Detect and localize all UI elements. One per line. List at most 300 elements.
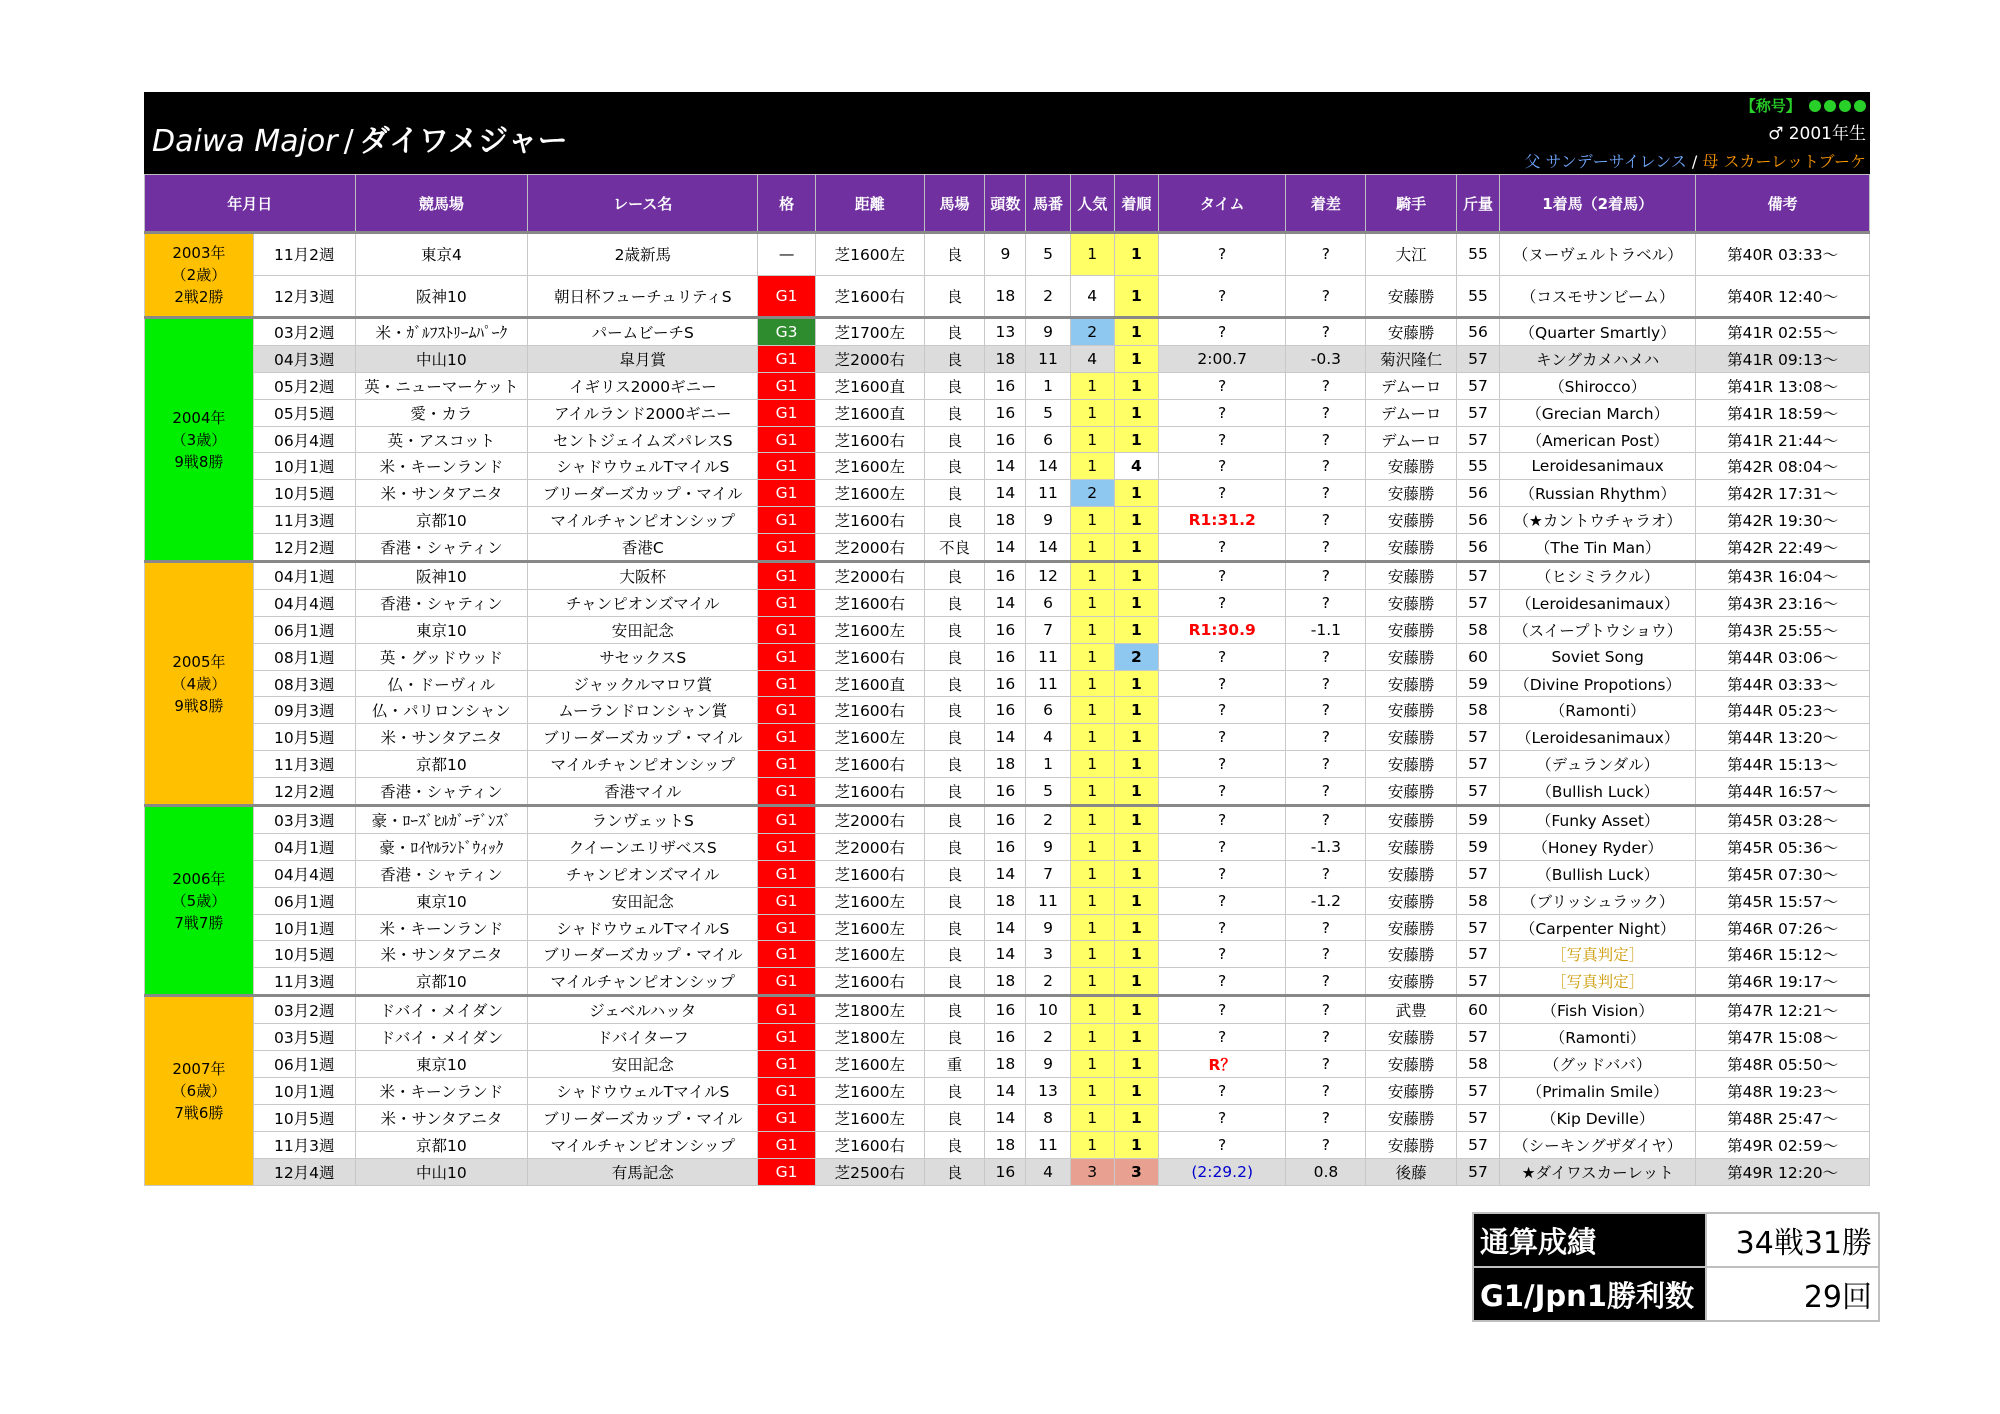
race-grade: G1 xyxy=(758,372,816,399)
year-group-cell xyxy=(145,996,254,1185)
table-row xyxy=(145,860,1870,887)
race-note: 第46R 07:26～ xyxy=(1696,914,1870,941)
race-time: ? xyxy=(1158,724,1285,751)
popularity: 1 xyxy=(1070,562,1114,590)
margin: ? xyxy=(1286,534,1366,562)
distance: 芝2000右 xyxy=(815,534,924,562)
column-header: 格 xyxy=(758,175,816,233)
field-size: 16 xyxy=(985,643,1026,670)
weight-carried: 55 xyxy=(1456,233,1499,276)
weight-carried: 59 xyxy=(1456,833,1499,860)
year-group-label: 2005年 xyxy=(172,652,226,671)
winner-runner-up: （Primalin Smile） xyxy=(1500,1077,1696,1104)
track-condition: 良 xyxy=(924,318,985,346)
table-row xyxy=(145,806,1870,834)
field-size: 14 xyxy=(985,941,1026,968)
popularity: 1 xyxy=(1070,589,1114,616)
pedigree-separator: / xyxy=(1691,152,1698,171)
field-size: 18 xyxy=(985,1051,1026,1078)
weight-carried: 57 xyxy=(1456,1131,1499,1158)
winner-runner-up: （Kip Deville） xyxy=(1500,1104,1696,1131)
race-name: クイーンエリザベスS xyxy=(528,833,758,860)
weight-carried: 57 xyxy=(1456,968,1499,996)
race-date: 12月4週 xyxy=(253,1158,355,1185)
race-note: 第42R 17:31～ xyxy=(1696,480,1870,507)
table-row xyxy=(145,233,1870,276)
field-size: 16 xyxy=(985,1024,1026,1051)
year-group-label: 2003年 xyxy=(172,244,226,262)
race-time: R1:31.2 xyxy=(1158,507,1285,534)
jockey: デムーロ xyxy=(1366,426,1456,453)
race-grade: G1 xyxy=(758,345,816,372)
margin: ? xyxy=(1286,318,1366,346)
race-grade: G1 xyxy=(758,589,816,616)
popularity: 1 xyxy=(1070,534,1114,562)
title-label: 【称号】 xyxy=(1740,97,1801,115)
table-row xyxy=(145,399,1870,426)
winner-runner-up: Leroidesanimaux xyxy=(1500,453,1696,480)
race-time: ? xyxy=(1158,751,1285,778)
race-note: 第44R 03:06～ xyxy=(1696,643,1870,670)
horse-name-en: Daiwa Major xyxy=(152,124,338,159)
field-size: 16 xyxy=(985,778,1026,806)
race-grade: G1 xyxy=(758,453,816,480)
distance: 芝1600右 xyxy=(815,507,924,534)
race-time: R？ xyxy=(1158,1051,1285,1078)
field-size: 14 xyxy=(985,914,1026,941)
margin: ? xyxy=(1286,697,1366,724)
year-group-label: （3歳） xyxy=(171,430,227,449)
distance: 芝1600右 xyxy=(815,426,924,453)
jockey: デムーロ xyxy=(1366,372,1456,399)
race-grade: G1 xyxy=(758,887,816,914)
popularity: 1 xyxy=(1070,1051,1114,1078)
track-condition: 良 xyxy=(924,1158,985,1185)
race-date: 11月3週 xyxy=(253,507,355,534)
distance: 芝1700左 xyxy=(815,318,924,346)
race-time: ? xyxy=(1158,833,1285,860)
finish-position: 1 xyxy=(1114,724,1158,751)
track-condition: 重 xyxy=(924,1051,985,1078)
winner-runner-up: （シーキングザダイヤ） xyxy=(1500,1131,1696,1158)
race-note: 第44R 15:13～ xyxy=(1696,751,1870,778)
table-row xyxy=(145,534,1870,562)
finish-position: 1 xyxy=(1114,751,1158,778)
race-note: 第48R 05:50～ xyxy=(1696,1051,1870,1078)
racecourse: 香港・シャティン xyxy=(355,778,528,806)
race-time: ? xyxy=(1158,914,1285,941)
table-row xyxy=(145,697,1870,724)
race-name: ブリーダーズカップ・マイル xyxy=(528,480,758,507)
race-note: 第40R 12:40～ xyxy=(1696,275,1870,318)
table-row xyxy=(145,1104,1870,1131)
title-dot-icon xyxy=(1854,100,1866,112)
finish-position: 1 xyxy=(1114,670,1158,697)
summary-row xyxy=(1473,1267,1879,1321)
field-size: 13 xyxy=(985,318,1026,346)
racecourse: ドバイ・メイダン xyxy=(355,996,528,1024)
race-date: 03月2週 xyxy=(253,996,355,1024)
racecourse: 中山10 xyxy=(355,345,528,372)
margin: ? xyxy=(1286,724,1366,751)
distance: 芝1600右 xyxy=(815,589,924,616)
post-number: 6 xyxy=(1026,697,1070,724)
margin: ? xyxy=(1286,562,1366,590)
race-note: 第41R 13:08～ xyxy=(1696,372,1870,399)
racecourse: 豪・ﾛｰｽﾞﾋﾙｶﾞｰﾃﾞﾝｽﾞ xyxy=(355,806,528,834)
column-header: 斤量 xyxy=(1456,175,1499,233)
race-name: ブリーダーズカップ・マイル xyxy=(528,941,758,968)
finish-position: 2 xyxy=(1114,643,1158,670)
field-size: 14 xyxy=(985,453,1026,480)
horse-name-jp: ダイワメジャー xyxy=(359,124,568,159)
race-name: 大阪杯 xyxy=(528,562,758,590)
racecourse: 香港・シャティン xyxy=(355,589,528,616)
table-row xyxy=(145,941,1870,968)
finish-position: 1 xyxy=(1114,534,1158,562)
race-date: 10月1週 xyxy=(253,453,355,480)
distance: 芝1600直 xyxy=(815,372,924,399)
race-grade: G1 xyxy=(758,724,816,751)
year-group-label: 7戦6勝 xyxy=(174,1103,224,1122)
race-date: 04月4週 xyxy=(253,589,355,616)
race-name: 安田記念 xyxy=(528,1051,758,1078)
finish-position: 1 xyxy=(1114,1024,1158,1051)
race-name: ドバイターフ xyxy=(528,1024,758,1051)
field-size: 14 xyxy=(985,860,1026,887)
distance: 芝1600左 xyxy=(815,1104,924,1131)
winner-runner-up: （コスモサンビーム） xyxy=(1500,275,1696,318)
racecourse: 東京10 xyxy=(355,1051,528,1078)
winner-runner-up: （Divine Propotions） xyxy=(1500,670,1696,697)
popularity: 1 xyxy=(1070,1077,1114,1104)
racecourse: 米・キーンランド xyxy=(355,914,528,941)
margin: ? xyxy=(1286,860,1366,887)
winner-runner-up: ［写真判定］ xyxy=(1500,968,1696,996)
distance: 芝1600左 xyxy=(815,453,924,480)
race-grade: G1 xyxy=(758,968,816,996)
year-group-label: 2007年 xyxy=(172,1059,226,1078)
race-note: 第41R 02:55～ xyxy=(1696,318,1870,346)
race-name: シャドウウェルTマイルS xyxy=(528,1077,758,1104)
distance: 芝2000右 xyxy=(815,345,924,372)
weight-carried: 57 xyxy=(1456,860,1499,887)
post-number: 2 xyxy=(1026,1024,1070,1051)
race-name: マイルチャンピオンシップ xyxy=(528,1131,758,1158)
jockey: 安藤勝 xyxy=(1366,275,1456,318)
field-size: 18 xyxy=(985,751,1026,778)
margin: ? xyxy=(1286,233,1366,276)
popularity: 1 xyxy=(1070,670,1114,697)
sire-label: 父 xyxy=(1524,152,1541,171)
distance: 芝1600左 xyxy=(815,724,924,751)
weight-carried: 57 xyxy=(1456,751,1499,778)
track-condition: 良 xyxy=(924,697,985,724)
race-time: ? xyxy=(1158,589,1285,616)
post-number: 6 xyxy=(1026,589,1070,616)
title-dot-icon xyxy=(1839,100,1851,112)
race-time: ? xyxy=(1158,534,1285,562)
post-number: 12 xyxy=(1026,562,1070,590)
race-name: マイルチャンピオンシップ xyxy=(528,968,758,996)
horse-name xyxy=(152,116,568,160)
jockey: 安藤勝 xyxy=(1366,1131,1456,1158)
weight-carried: 57 xyxy=(1456,1104,1499,1131)
race-grade: G1 xyxy=(758,751,816,778)
race-note: 第41R 21:44～ xyxy=(1696,426,1870,453)
race-note: 第49R 12:20～ xyxy=(1696,1158,1870,1185)
winner-runner-up: （Ramonti） xyxy=(1500,1024,1696,1051)
race-date: 12月3週 xyxy=(253,275,355,318)
distance: 芝2000右 xyxy=(815,562,924,590)
race-note: 第42R 08:04～ xyxy=(1696,453,1870,480)
winner-runner-up: （Quarter Smartly） xyxy=(1500,318,1696,346)
distance: 芝1600左 xyxy=(815,480,924,507)
finish-position: 1 xyxy=(1114,1104,1158,1131)
track-condition: 良 xyxy=(924,345,985,372)
winner-runner-up: （American Post） xyxy=(1500,426,1696,453)
race-name: ランヴェットS xyxy=(528,806,758,834)
race-date: 05月5週 xyxy=(253,399,355,426)
jockey: 安藤勝 xyxy=(1366,507,1456,534)
race-date: 10月5週 xyxy=(253,1104,355,1131)
race-grade: G1 xyxy=(758,399,816,426)
finish-position: 1 xyxy=(1114,1131,1158,1158)
jockey: 安藤勝 xyxy=(1366,887,1456,914)
weight-carried: 57 xyxy=(1456,372,1499,399)
margin: ? xyxy=(1286,941,1366,968)
jockey: 安藤勝 xyxy=(1366,1024,1456,1051)
margin: ? xyxy=(1286,1104,1366,1131)
race-name: 安田記念 xyxy=(528,616,758,643)
weight-carried: 59 xyxy=(1456,670,1499,697)
race-note: 第47R 12:21～ xyxy=(1696,996,1870,1024)
racecourse: 阪神10 xyxy=(355,275,528,318)
post-number: 13 xyxy=(1026,1077,1070,1104)
race-date: 06月1週 xyxy=(253,1051,355,1078)
track-condition: 良 xyxy=(924,562,985,590)
column-header: 馬番 xyxy=(1026,175,1070,233)
popularity: 1 xyxy=(1070,233,1114,276)
column-header: 1着馬（2着馬） xyxy=(1500,175,1696,233)
popularity: 1 xyxy=(1070,941,1114,968)
jockey: 大江 xyxy=(1366,233,1456,276)
winner-runner-up: （ブリッシュラック） xyxy=(1500,887,1696,914)
post-number: 5 xyxy=(1026,233,1070,276)
racecourse: 東京4 xyxy=(355,233,528,276)
race-grade: G1 xyxy=(758,275,816,318)
table-row xyxy=(145,480,1870,507)
race-grade: G1 xyxy=(758,1158,816,1185)
race-date: 09月3週 xyxy=(253,697,355,724)
weight-carried: 57 xyxy=(1456,1024,1499,1051)
post-number: 9 xyxy=(1026,914,1070,941)
race-grade: G1 xyxy=(758,860,816,887)
finish-position: 1 xyxy=(1114,1077,1158,1104)
winner-runner-up: （Ramonti） xyxy=(1500,697,1696,724)
jockey: 安藤勝 xyxy=(1366,670,1456,697)
year-group-label: （2歳） xyxy=(171,266,227,284)
race-note: 第43R 25:55～ xyxy=(1696,616,1870,643)
jockey: 安藤勝 xyxy=(1366,480,1456,507)
winner-runner-up: （Carpenter Night） xyxy=(1500,914,1696,941)
field-size: 18 xyxy=(985,887,1026,914)
weight-carried: 57 xyxy=(1456,562,1499,590)
post-number: 10 xyxy=(1026,996,1070,1024)
margin: ? xyxy=(1286,968,1366,996)
race-note: 第41R 18:59～ xyxy=(1696,399,1870,426)
race-date: 04月3週 xyxy=(253,345,355,372)
year-group-label: （6歳） xyxy=(171,1081,227,1100)
race-note: 第48R 25:47～ xyxy=(1696,1104,1870,1131)
distance: 芝1600左 xyxy=(815,616,924,643)
year-group-label: 2戦2勝 xyxy=(174,288,224,306)
race-time: ? xyxy=(1158,860,1285,887)
race-note: 第43R 23:16～ xyxy=(1696,589,1870,616)
post-number: 11 xyxy=(1026,643,1070,670)
distance: 芝1600左 xyxy=(815,914,924,941)
race-name: ジェベルハッタ xyxy=(528,996,758,1024)
weight-carried: 58 xyxy=(1456,1051,1499,1078)
jockey: 安藤勝 xyxy=(1366,724,1456,751)
distance: 芝1600右 xyxy=(815,778,924,806)
race-time: ? xyxy=(1158,697,1285,724)
post-number: 11 xyxy=(1026,887,1070,914)
post-number: 2 xyxy=(1026,968,1070,996)
track-condition: 良 xyxy=(924,751,985,778)
race-date: 08月3週 xyxy=(253,670,355,697)
track-condition: 良 xyxy=(924,426,985,453)
race-time: ? xyxy=(1158,275,1285,318)
name-separator: / xyxy=(343,124,354,159)
track-condition: 良 xyxy=(924,914,985,941)
column-header: 着差 xyxy=(1286,175,1366,233)
jockey: 安藤勝 xyxy=(1366,941,1456,968)
table-body xyxy=(145,233,1870,1186)
race-time: (2:29.2) xyxy=(1158,1158,1285,1185)
race-time: ? xyxy=(1158,643,1285,670)
distance: 芝1600右 xyxy=(815,643,924,670)
race-note: 第44R 13:20～ xyxy=(1696,724,1870,751)
jockey: デムーロ xyxy=(1366,399,1456,426)
pedigree xyxy=(1524,149,1866,172)
career-summary xyxy=(1472,1212,1880,1322)
table-row xyxy=(145,372,1870,399)
table-row xyxy=(145,887,1870,914)
margin: ? xyxy=(1286,399,1366,426)
column-header: 年月日 xyxy=(145,175,356,233)
weight-carried: 57 xyxy=(1456,399,1499,426)
margin: ? xyxy=(1286,507,1366,534)
finish-position: 1 xyxy=(1114,833,1158,860)
jockey: 安藤勝 xyxy=(1366,589,1456,616)
track-condition: 良 xyxy=(924,275,985,318)
year-group-label: 7戦7勝 xyxy=(174,913,224,932)
finish-position: 1 xyxy=(1114,399,1158,426)
finish-position: 1 xyxy=(1114,233,1158,276)
dam-name: スカーレットブーケ xyxy=(1723,152,1866,171)
margin: ? xyxy=(1286,1131,1366,1158)
weight-carried: 57 xyxy=(1456,941,1499,968)
race-name: シャドウウェルTマイルS xyxy=(528,914,758,941)
race-grade: G1 xyxy=(758,833,816,860)
winner-runner-up: （Honey Ryder） xyxy=(1500,833,1696,860)
post-number: 11 xyxy=(1026,670,1070,697)
field-size: 18 xyxy=(985,275,1026,318)
race-time: ? xyxy=(1158,941,1285,968)
margin: ? xyxy=(1286,1077,1366,1104)
weight-carried: 58 xyxy=(1456,697,1499,724)
jockey: 安藤勝 xyxy=(1366,968,1456,996)
distance: 芝1600右 xyxy=(815,751,924,778)
margin: ? xyxy=(1286,914,1366,941)
field-size: 16 xyxy=(985,833,1026,860)
race-time: ? xyxy=(1158,318,1285,346)
field-size: 16 xyxy=(985,697,1026,724)
popularity: 1 xyxy=(1070,860,1114,887)
race-name: 安田記念 xyxy=(528,887,758,914)
winner-runner-up: （ヒシミラクル） xyxy=(1500,562,1696,590)
distance: 芝1600右 xyxy=(815,860,924,887)
track-condition: 良 xyxy=(924,1077,985,1104)
year-group-label: 2004年 xyxy=(172,408,226,427)
race-name: 皐月賞 xyxy=(528,345,758,372)
race-time: ? xyxy=(1158,1077,1285,1104)
distance: 芝2000右 xyxy=(815,806,924,834)
weight-carried: 56 xyxy=(1456,480,1499,507)
track-condition: 良 xyxy=(924,833,985,860)
post-number: 9 xyxy=(1026,507,1070,534)
race-name: ジャックルマロワ賞 xyxy=(528,670,758,697)
race-grade: G1 xyxy=(758,616,816,643)
column-header: タイム xyxy=(1158,175,1285,233)
race-grade: G1 xyxy=(758,1051,816,1078)
weight-carried: 60 xyxy=(1456,996,1499,1024)
race-time: ? xyxy=(1158,480,1285,507)
track-condition: 良 xyxy=(924,589,985,616)
weight-carried: 60 xyxy=(1456,643,1499,670)
race-time: ? xyxy=(1158,426,1285,453)
race-date: 06月4週 xyxy=(253,426,355,453)
title-indicator xyxy=(1741,95,1866,116)
racecourse: 豪・ﾛｲﾔﾙﾗﾝﾄﾞｳｨｯｸ xyxy=(355,833,528,860)
track-condition: 不良 xyxy=(924,534,985,562)
racecourse: 米・キーンランド xyxy=(355,453,528,480)
table-row xyxy=(145,1024,1870,1051)
jockey: 安藤勝 xyxy=(1366,534,1456,562)
racecourse: 香港・シャティン xyxy=(355,534,528,562)
column-header: 競馬場 xyxy=(355,175,528,233)
race-name: ブリーダーズカップ・マイル xyxy=(528,724,758,751)
race-grade: G1 xyxy=(758,1024,816,1051)
popularity: 3 xyxy=(1070,1158,1114,1185)
race-grade: G1 xyxy=(758,1104,816,1131)
weight-carried: 56 xyxy=(1456,318,1499,346)
year-group-cell xyxy=(145,806,254,996)
column-header: 馬場 xyxy=(924,175,985,233)
racecourse: 京都10 xyxy=(355,507,528,534)
distance: 芝1800左 xyxy=(815,996,924,1024)
post-number: 6 xyxy=(1026,426,1070,453)
field-size: 16 xyxy=(985,670,1026,697)
margin: -1.2 xyxy=(1286,887,1366,914)
popularity: 1 xyxy=(1070,372,1114,399)
race-date: 03月3週 xyxy=(253,806,355,834)
track-condition: 良 xyxy=(924,968,985,996)
column-header: レース名 xyxy=(528,175,758,233)
winner-runner-up: （Grecian March） xyxy=(1500,399,1696,426)
racecourse: 英・ニューマーケット xyxy=(355,372,528,399)
